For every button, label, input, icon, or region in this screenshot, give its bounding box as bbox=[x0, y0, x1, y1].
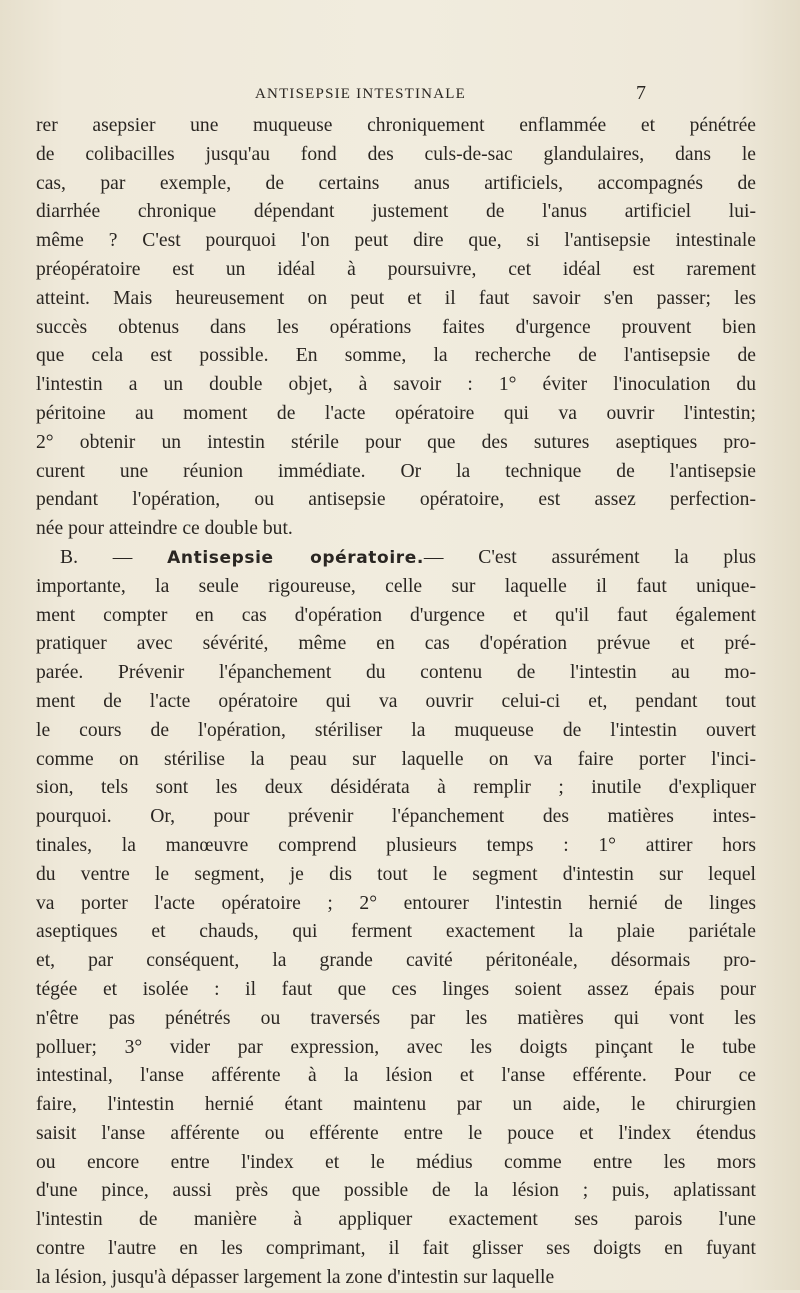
section-heading-line bbox=[36, 544, 756, 573]
running-head: ANTISEPSIE INTESTINALE bbox=[255, 86, 466, 102]
text-line: atteint. Mais heureusement on peut et il faut savoir s'en passer; les bbox=[36, 287, 756, 309]
text-line: succès obtenus dans les opérations faites d'urgence prouvent bien bbox=[36, 316, 756, 338]
body-text bbox=[36, 112, 756, 1293]
text-line: tégée et isolée : il faut que ces linges soient assez épais pour bbox=[36, 978, 756, 1000]
text-line: aseptiques et chauds, qui ferment exactement la plaie pariétale bbox=[36, 921, 756, 943]
text-line: et, par conséquent, la grande cavité péritonéale, désormais pro- bbox=[36, 950, 756, 972]
text-line: le cours de l'opération, stériliser la muqueuse de l'intestin ouvert bbox=[36, 719, 756, 741]
text-line: comme on stérilise la peau sur laquelle on va faire porter l'inci- bbox=[36, 748, 756, 770]
section-b bbox=[36, 544, 756, 1293]
text-line: va porter l'acte opératoire ; 2° entourer l'intestin hernié de linges bbox=[36, 892, 756, 914]
text-line: parée. Prévenir l'épanchement du contenu de l'intestin au mo- bbox=[36, 662, 756, 684]
text-line: l'intestin de manière à appliquer exactement ses parois l'une bbox=[36, 1209, 756, 1231]
text-line: du ventre le segment, je dis tout le segment d'intestin sur lequel bbox=[36, 863, 756, 885]
section-heading-continuation: — C'est assurément la plus bbox=[423, 546, 757, 568]
text-line: contre l'autre en les comprimant, il fait glisser ses doigts en fuyant bbox=[36, 1238, 756, 1260]
text-line: n'être pas pénétrés ou traversés par les matières qui vont les bbox=[36, 1007, 756, 1029]
paragraph-1 bbox=[36, 112, 756, 544]
section-heading: Antisepsie opératoire. bbox=[167, 547, 424, 568]
text-line: intestinal, l'anse afférente à la lésion et l'anse efférente. Pour ce bbox=[36, 1065, 756, 1087]
text-line: née pour atteindre ce double but. bbox=[36, 518, 293, 540]
text-line: importante, la seule rigoureuse, celle sur laquelle il faut unique- bbox=[36, 575, 756, 597]
text-line: que cela est possible. En somme, la recherche de l'antisepsie de bbox=[36, 345, 756, 367]
page-number: 7 bbox=[636, 82, 646, 104]
text-line: pendant l'opération, ou antisepsie opératoire, est assez perfection- bbox=[36, 489, 756, 511]
text-line: sion, tels sont les deux désidérata à remplir ; inutile d'expliquer bbox=[36, 777, 756, 799]
text-line: saisit l'anse afférente ou efférente entre le pouce et l'index étendus bbox=[36, 1122, 756, 1144]
text-line: pratiquer avec sévérité, même en cas d'opération prévue et pré- bbox=[36, 633, 756, 655]
text-line: de colibacilles jusqu'au fond des culs-de-sac glandulaires, dans le bbox=[36, 143, 756, 165]
text-line: rer asepsier une muqueuse chroniquement enflammée et pénétrée bbox=[36, 115, 756, 136]
text-line: l'intestin a un double objet, à savoir : 1° éviter l'inoculation du bbox=[36, 374, 756, 396]
text-line: préopératoire est un idéal à poursuivre, cet idéal est rarement bbox=[36, 258, 756, 280]
text-line: péritoine au moment de l'acte opératoire qui va ouvrir l'intestin; bbox=[36, 402, 756, 424]
text-line: tinales, la manœuvre comprend plusieurs temps : 1° attirer hors bbox=[36, 834, 756, 856]
text-line: faire, l'intestin hernié étant maintenu par un aide, le chirurgien bbox=[36, 1094, 756, 1116]
text-line: ou encore entre l'index et le médius comme entre les mors bbox=[36, 1151, 756, 1173]
text-line: même ? C'est pourquoi l'on peut dire que, si l'antisepsie intestinale bbox=[36, 230, 756, 252]
text-line: ment compter en cas d'opération d'urgence et qu'il faut également bbox=[36, 604, 756, 626]
text-line: cas, par exemple, de certains anus artificiels, accompagnés de bbox=[36, 172, 756, 194]
section-prefix: B. — bbox=[60, 546, 168, 568]
text-line: polluer; 3° vider par expression, avec les doigts pinçant le tube bbox=[36, 1036, 756, 1058]
text-line: curent une réunion immédiate. Or la technique de l'antisepsie bbox=[36, 460, 756, 482]
text-line: d'une pince, aussi près que possible de la lésion ; puis, aplatissant bbox=[36, 1180, 756, 1202]
text-line: ment de l'acte opératoire qui va ouvrir celui-ci et, pendant tout bbox=[36, 690, 756, 712]
text-line: 2° obtenir un intestin stérile pour que des sutures aseptiques pro- bbox=[36, 431, 756, 453]
text-line: pourquoi. Or, pour prévenir l'épanchement des matières intes- bbox=[36, 806, 756, 828]
text-line: la lésion, jusqu'à dépasser largement la zone d'intestin sur laquelle bbox=[36, 1266, 555, 1288]
text-line: diarrhée chronique dépendant justement de l'anus artificiel lui- bbox=[36, 201, 756, 223]
